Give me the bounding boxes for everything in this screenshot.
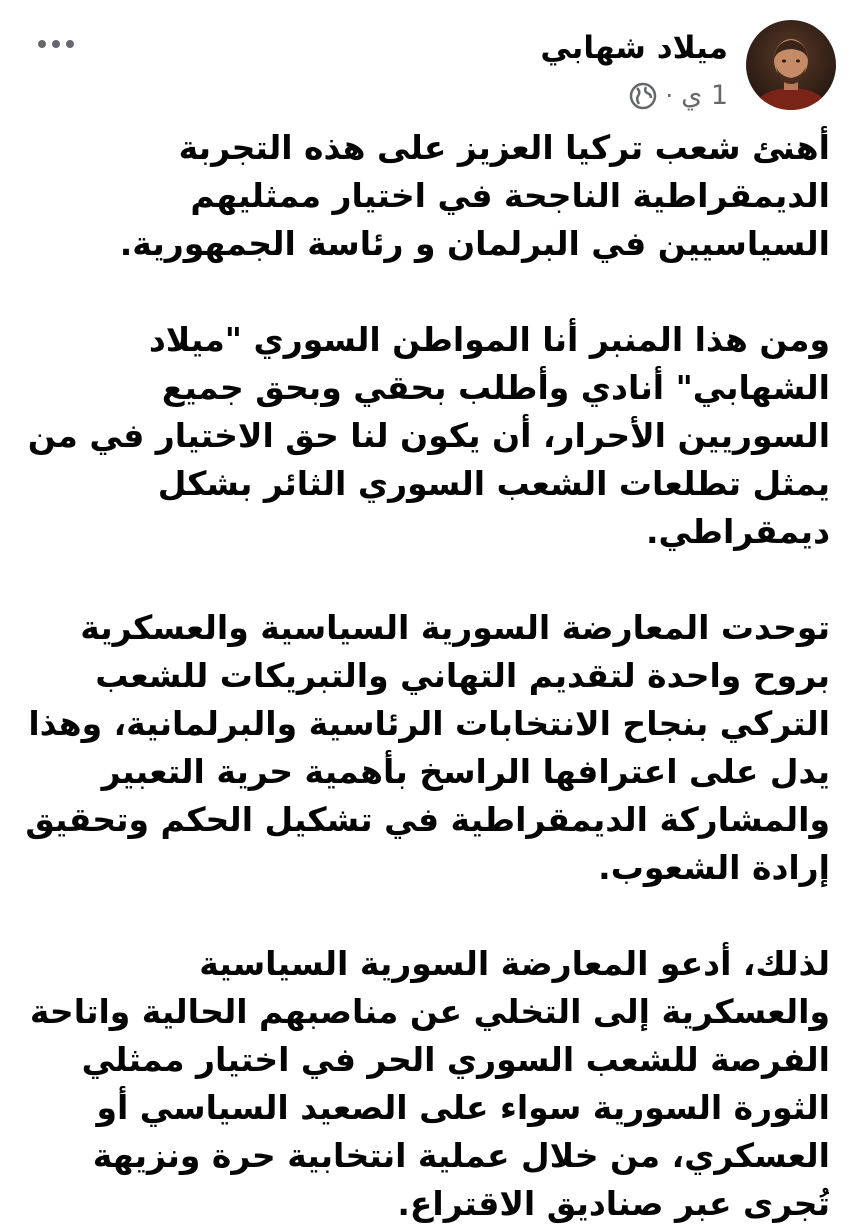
avatar[interactable] [746,20,836,110]
post-header [24,18,840,114]
post-time[interactable]: 1 ي [681,80,728,111]
avatar-photo [746,20,836,110]
post-paragraph: ومن هذا المنبر أنا المواطن السوري "ميلاد الشهابي" أنادي وأطلب بحقي وبحق جميع السوريين الأحرار، أن يكون لنا حق الاختيار في من يمثل تطلعات الشعب السوري الثائر بشكل ديمقراطي. [27,320,830,551]
dot [52,40,60,48]
post-meta [629,80,728,111]
post-paragraph: توحدت المعارضة السورية السياسية والعسكرية بروح واحدة لتقديم التهاني والتبريكات للشعب التركي بنجاح الانتخابات الرئاسية والبرلمانية، وهذا يدل على اعترافها الراسخ بأهمية حرية التعبير والمشاركة الديمقراطية في تشكيل الحكم وتحقيق إرادة الشعوب. [25,608,830,887]
dot [66,40,74,48]
post-body [22,124,830,1228]
globe-icon [629,82,657,110]
dot [38,40,46,48]
meta-separator: · [665,81,674,110]
post-paragraph: لذلك، أدعو المعارضة السورية السياسية والعسكرية إلى التخلي عن مناصبهم الحالية واتاحة الفرصة للشعب السوري الحر في اختيار ممثلي الثورة السورية سواء على الصعيد السياسي أو العسكري، من خلال عملية انتخابية حرة ونزيهة تُجرى عبر صناديق الاقتراع. [29,944,830,1223]
author-name[interactable]: ميلاد شهابي [540,30,728,66]
post-paragraph: أهنئ شعب تركيا العزيز على هذه التجربة الديمقراطية الناجحة في اختيار ممثليهم السياسيين في البرلمان و رئاسة الجمهورية. [119,128,830,263]
more-options-icon[interactable] [32,32,80,56]
